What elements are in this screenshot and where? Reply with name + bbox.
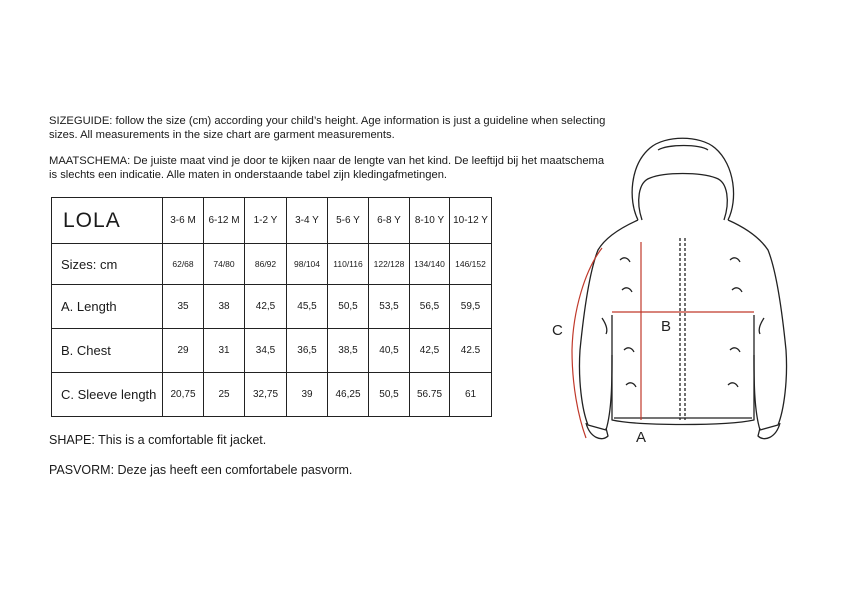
chest-cell: 40,5	[369, 329, 410, 373]
length-cell: 56,5	[410, 285, 450, 329]
age-header: 1-2 Y	[245, 198, 287, 244]
jacket-diagram	[540, 120, 820, 460]
sizeguide-text: SIZEGUIDE: follow the size (cm) according your child’s height. Age information is just a guideline when selecting sizes. All measurements in the size chart are garment measurements.	[49, 115, 606, 141]
chest-cell: 29	[163, 329, 204, 373]
age-header: 6-12 M	[204, 198, 245, 244]
label-c: C	[552, 322, 563, 339]
length-cell: 42,5	[245, 285, 287, 329]
age-header: 3-4 Y	[287, 198, 328, 244]
length-cell: 53,5	[369, 285, 410, 329]
length-cell: 59,5	[450, 285, 492, 329]
size-chart-table	[51, 197, 492, 417]
sleeve-measure-line	[572, 248, 602, 438]
sleeve-label: C. Sleeve length	[52, 373, 163, 417]
sizes-label: Sizes: cm	[52, 244, 163, 285]
product-name: LOLA	[52, 198, 163, 244]
chest-label: B. Chest	[52, 329, 163, 373]
sleeve-cell: 20,75	[163, 373, 204, 417]
chest-cell: 36,5	[287, 329, 328, 373]
length-cell: 45,5	[287, 285, 328, 329]
size-cell: 98/104	[287, 244, 328, 285]
sleeve-cell: 56.75	[410, 373, 450, 417]
age-header: 10-12 Y	[450, 198, 492, 244]
size-cell: 86/92	[245, 244, 287, 285]
pasvorm-note: PASVORM: Deze jas heeft een comfortabele pasvorm.	[49, 463, 353, 477]
sleeve-cell: 25	[204, 373, 245, 417]
label-b: B	[661, 318, 672, 335]
length-cell: 38	[204, 285, 245, 329]
length-cell: 35	[163, 285, 204, 329]
jacket-outline	[579, 138, 786, 438]
age-header: 6-8 Y	[369, 198, 410, 244]
sleeve-cell: 46,25	[328, 373, 369, 417]
maatschema-text: MAATSCHEMA: De juiste maat vind je door te kijken naar de lengte van het kind. De leeftijd bij het maatschema is slechts een indicatie. Alle maten in onderstaande tabel zijn kledingafmetingen.	[49, 155, 605, 181]
shape-note: SHAPE: This is a comfortable fit jacket.	[49, 433, 267, 447]
chest-cell: 42,5	[410, 329, 450, 373]
size-cell: 74/80	[204, 244, 245, 285]
size-cell: 146/152	[450, 244, 492, 285]
chest-cell: 31	[204, 329, 245, 373]
age-header: 3-6 M	[163, 198, 204, 244]
chest-cell: 38,5	[328, 329, 369, 373]
size-cell: 134/140	[410, 244, 450, 285]
sleeve-cell: 39	[287, 373, 328, 417]
size-cell: 122/128	[369, 244, 410, 285]
sleeve-cell: 61	[450, 373, 492, 417]
length-label: A. Length	[52, 285, 163, 329]
sleeve-cell: 32,75	[245, 373, 287, 417]
sleeve-cell: 50,5	[369, 373, 410, 417]
label-a: A	[636, 429, 647, 446]
size-cell: 110/116	[328, 244, 369, 285]
age-header: 8-10 Y	[410, 198, 450, 244]
length-cell: 50,5	[328, 285, 369, 329]
chest-cell: 34,5	[245, 329, 287, 373]
age-header: 5-6 Y	[328, 198, 369, 244]
size-cell: 62/68	[163, 244, 204, 285]
chest-cell: 42.5	[450, 329, 492, 373]
